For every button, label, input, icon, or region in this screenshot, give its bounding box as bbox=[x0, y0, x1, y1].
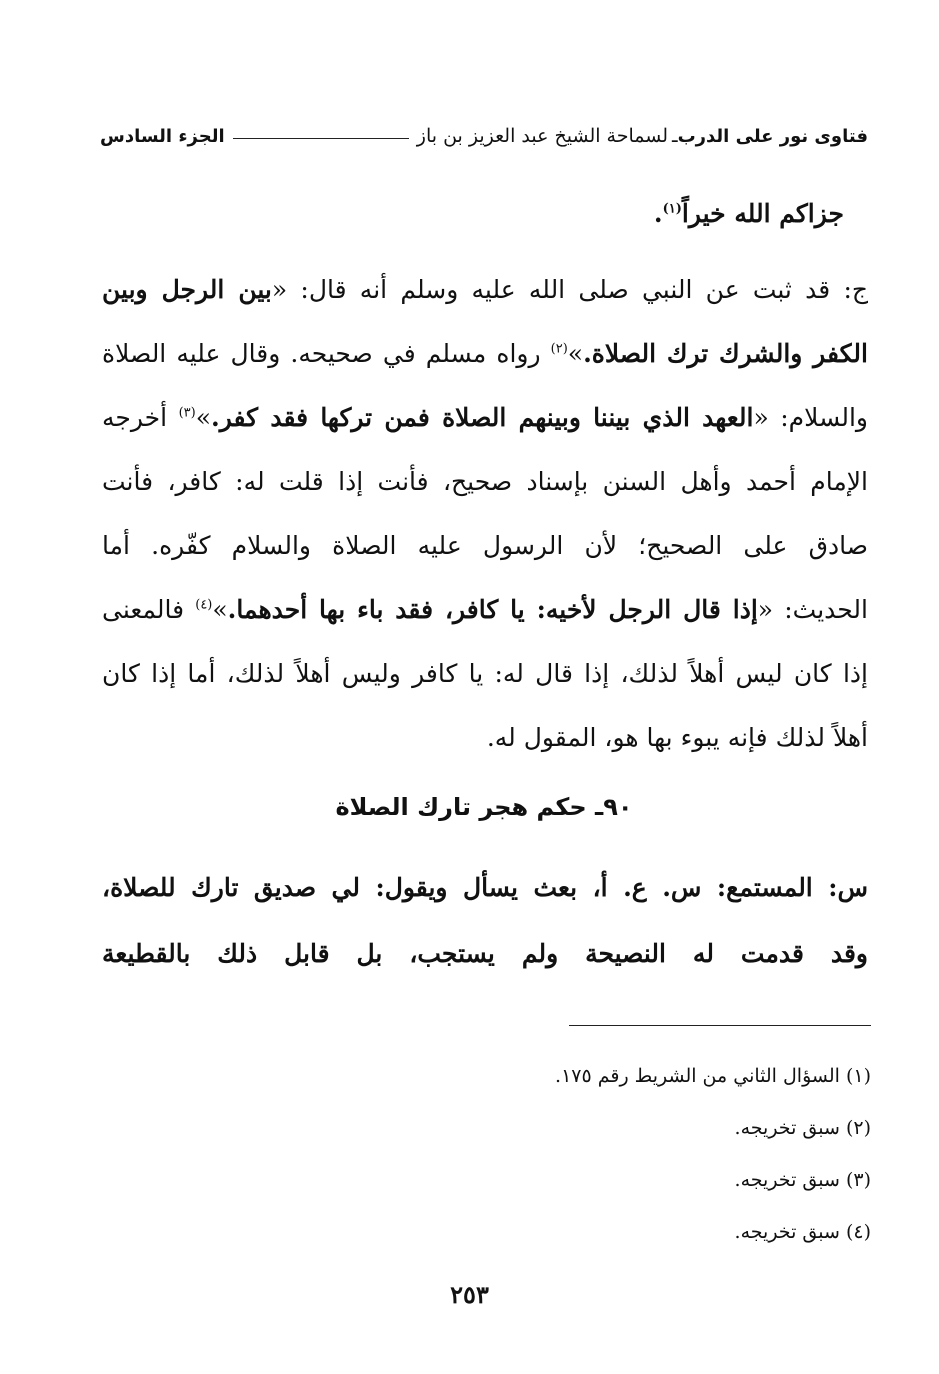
answer-line-8: أهلاً لذلك فإنه يبوء بها هو، المقول له. bbox=[486, 723, 868, 752]
answer-line-5: صادق على الصحيح؛ لأن الرسول عليه الصلاة والسلام كفّره. أما bbox=[102, 531, 868, 560]
answer-line-6-quote-end: » bbox=[212, 595, 228, 624]
footnote-ref-2: (٢) bbox=[550, 341, 568, 357]
running-header bbox=[100, 116, 868, 156]
answer-line-4: الإمام أحمد وأهل السنن بإسناد صحيح، فأنت إذا قلت له: كافر، فأنت bbox=[102, 467, 868, 496]
answer-line-2-bold: الكفر والشرك ترك الصلاة. bbox=[583, 339, 868, 368]
header-rule bbox=[233, 138, 409, 139]
answer-line-1-bold: بين الرجل وبين bbox=[102, 275, 272, 304]
answer-line-6 bbox=[102, 578, 868, 642]
section-title: ٩٠ـ حكم هجر تارك الصلاة bbox=[335, 793, 633, 821]
answer-paragraph bbox=[102, 258, 868, 770]
question-line-2: وقد قدمت له النصيحة ولم يستجب، بل قابل ذلك بالقطيعة bbox=[102, 939, 868, 968]
answer-line-2-rest: رواه مسلم في صحيحه. وقال عليه الصلاة bbox=[102, 339, 551, 368]
answer-line-3-quote-end: » bbox=[195, 403, 212, 432]
question-line-1: س: المستمع: س. ع. أ، بعث يسأل ويقول: لي صديق تارك للصلاة، bbox=[102, 873, 868, 902]
header-author: لسماحة الشيخ عبد العزيز بن باز bbox=[416, 125, 668, 147]
header-part: الجزء السادس bbox=[100, 125, 225, 147]
answer-line-3-prefix: والسلام: « bbox=[753, 403, 868, 432]
closing-line bbox=[654, 182, 844, 246]
footnote-1: (١) السؤال الثاني من الشريط رقم ١٧٥. bbox=[555, 1065, 871, 1087]
answer-line-6-bold: إذا قال الرجل لأخيه: يا كافر، فقد باء بها أحدهما. bbox=[227, 595, 758, 624]
footnote-ref-3: (٣) bbox=[178, 405, 196, 421]
answer-line-2-quote-end: » bbox=[567, 339, 584, 368]
header-book-title: فتاوى نور على الدرب bbox=[677, 125, 868, 147]
answer-line-1 bbox=[102, 258, 868, 322]
answer-line-3-bold: العهد الذي بيننا وبينهم الصلاة فمن تركها فقد كفر. bbox=[211, 403, 754, 432]
footnote-3: (٣) سبق تخريجه. bbox=[734, 1169, 871, 1191]
answer-line-6-prefix: الحديث: « bbox=[757, 595, 868, 624]
answer-line-7: إذا كان ليس أهلاً لذلك، إذا قال له: يا كافر وليس أهلاً لذلك، أما إذا كان bbox=[102, 659, 868, 688]
closing-text: جزاكم الله خيراً bbox=[681, 199, 844, 228]
footnote-ref-4: (٤) bbox=[195, 597, 213, 613]
footnote-2: (٢) سبق تخريجه. bbox=[734, 1117, 871, 1139]
question-paragraph bbox=[102, 855, 868, 987]
answer-line-3-rest: أخرجه bbox=[102, 403, 179, 432]
closing-end: . bbox=[653, 199, 663, 228]
answer-line-1-prefix: ج: قد ثبت عن النبي صلى الله عليه وسلم أنه قال: « bbox=[271, 275, 868, 304]
header-dash: ـ bbox=[672, 125, 678, 147]
footnote-ref-1: (١) bbox=[662, 201, 682, 217]
footnotes bbox=[271, 1050, 871, 1258]
answer-line-6-rest: فالمعنى bbox=[102, 595, 196, 624]
answer-line-3 bbox=[102, 386, 868, 450]
answer-line-2 bbox=[102, 322, 868, 386]
page-number: ٢٥٣ bbox=[450, 1280, 489, 1309]
footnote-4: (٤) سبق تخريجه. bbox=[734, 1221, 871, 1243]
footnote-separator bbox=[569, 1025, 871, 1026]
